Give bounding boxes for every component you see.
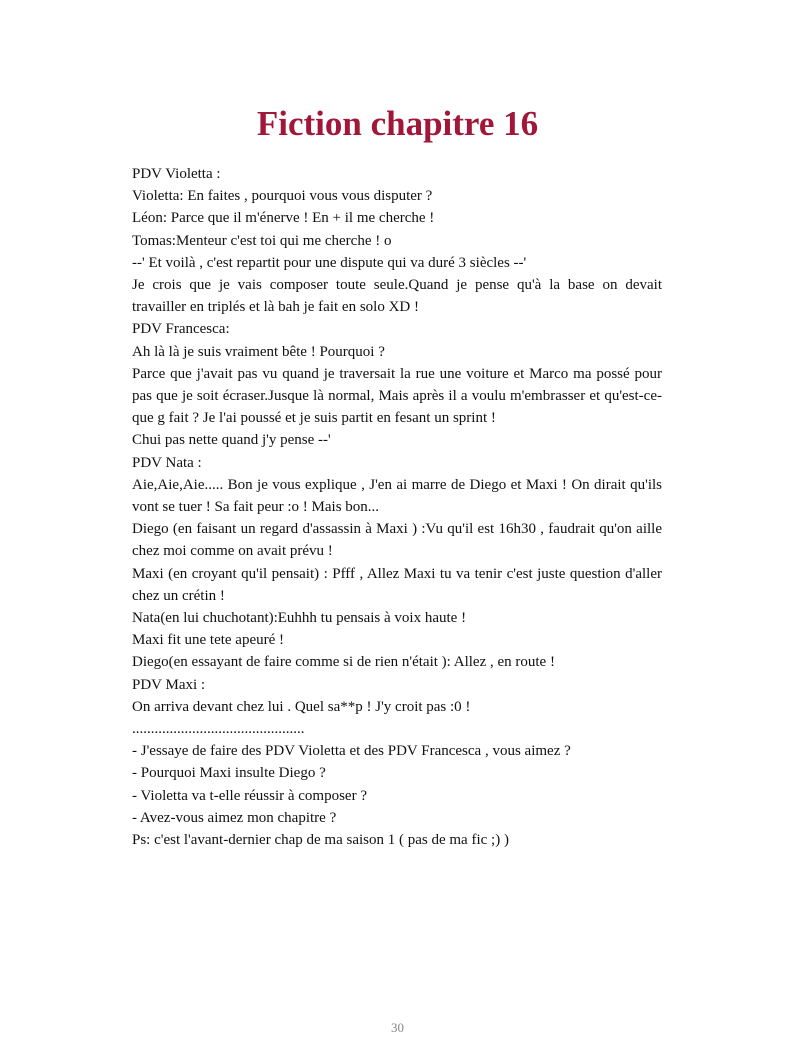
page-number: 30 — [391, 1020, 404, 1035]
paragraph: Ps: c'est l'avant-dernier chap de ma saison 1 ( pas de ma fic ;) ) — [132, 832, 509, 849]
paragraph: Diego (en faisant un regard d'assassin à Maxi ) :Vu qu'il est 16h30 , faudrait qu'on aille chez moi comme on avait prévu ! — [132, 521, 662, 560]
paragraph: - J'essaye de faire des PDV Violetta et des PDV Francesca , vous aimez ? — [132, 743, 571, 760]
paragraph: PDV Nata : — [132, 454, 202, 471]
paragraph: On arriva devant chez lui . Quel sa**p ! J'y croit pas :0 ! — [132, 698, 471, 715]
paragraph: Aie,Aie,Aie..... Bon je vous explique , J'en ai marre de Diego et Maxi ! On dirait qu'ils vont se tuer ! Sa fait peur :o ! Mais bon... — [132, 476, 662, 516]
separator-dots: .............................................. — [132, 721, 305, 738]
paragraph: Violetta: En faites , pourquoi vous vous disputer ? — [132, 188, 433, 205]
paragraph: --' Et voilà , c'est repartit pour une dispute qui va duré 3 siècles --' — [132, 254, 527, 271]
paragraph: Chui pas nette quand j'y pense --' — [132, 432, 331, 449]
paragraph: PDV Francesca: — [132, 321, 230, 338]
paragraph: PDV Violetta : — [132, 166, 221, 182]
paragraph: - Avez-vous aimez mon chapitre ? — [132, 809, 337, 826]
chapter-body — [132, 163, 662, 851]
paragraph: Diego(en essayant de faire comme si de rien n'était ): Allez , en route ! — [132, 654, 555, 671]
paragraph: Ah là là je suis vraiment bête ! Pourquoi ? — [132, 343, 385, 360]
paragraph: Nata(en lui chuchotant):Euhhh tu pensais à voix haute ! — [132, 610, 467, 627]
paragraph: Tomas:Menteur c'est toi qui me cherche ! o — [132, 232, 392, 249]
paragraph: - Pourquoi Maxi insulte Diego ? — [132, 765, 326, 782]
paragraph: Parce que j'avait pas vu quand je traversait la rue une voiture et Marco ma possé pour pas que je soit écraser.Jusque là normal, Mais après il a voulu m'embrasser et qu'est-ce-que g fait ? Je l'ai poussé et je suis partit en fesant un sprint ! — [132, 365, 662, 427]
paragraph: Léon: Parce que il m'énerve ! En + il me cherche ! — [132, 210, 435, 227]
chapter-title: Fiction chapitre 16 — [256, 104, 539, 143]
paragraph: - Violetta va t-elle réussir à composer ? — [132, 787, 367, 804]
paragraph: Maxi fit une tete apeuré ! — [132, 632, 285, 649]
paragraph: PDV Maxi : — [132, 676, 206, 693]
paragraph: Je crois que je vais composer toute seule.Quand je pense qu'à la base on devait travailler en triplés et là bah je fait en solo XD ! — [132, 277, 662, 316]
paragraph: Maxi (en croyant qu'il pensait) : Pfff , Allez Maxi tu va tenir c'est juste question d'aller chez un crétin ! — [132, 565, 662, 604]
